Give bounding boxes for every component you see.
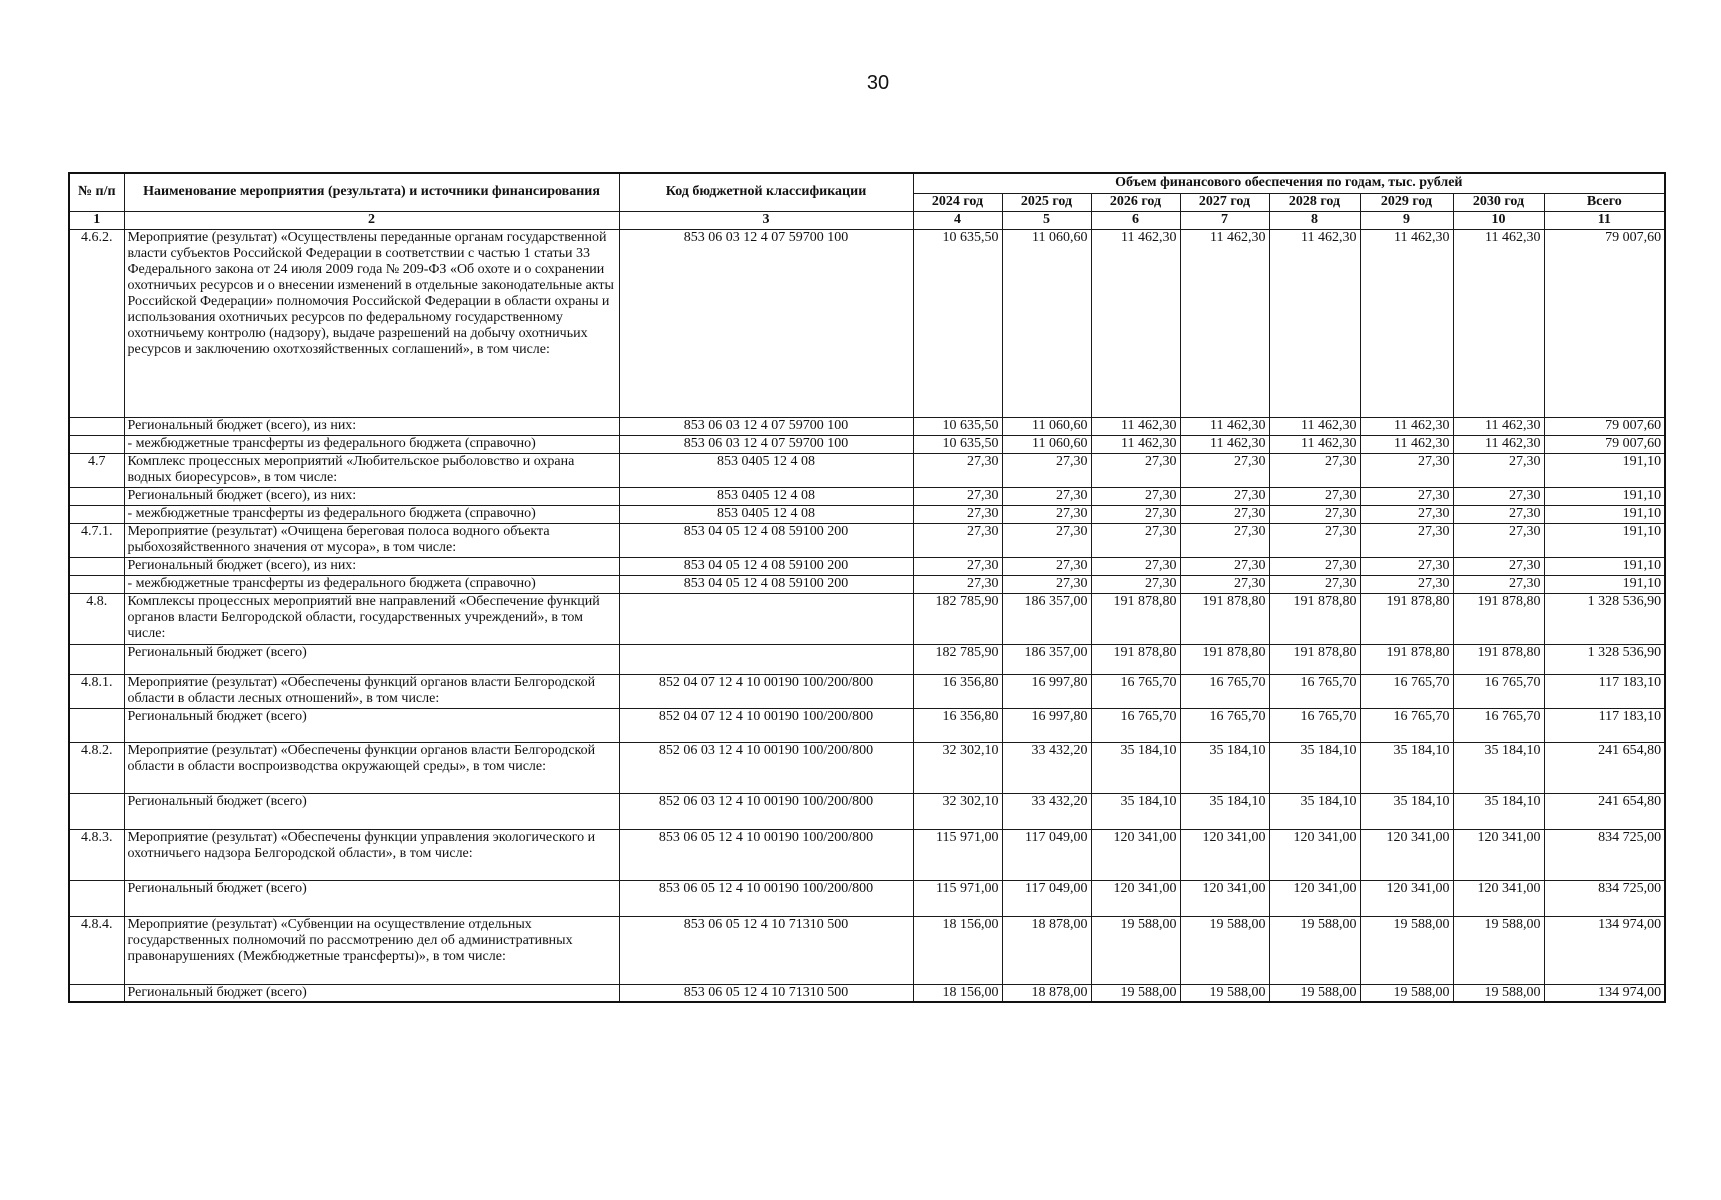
row-year-value: 191 878,80 xyxy=(1360,644,1453,674)
row-year-value: 27,30 xyxy=(1269,557,1360,575)
column-number: 5 xyxy=(1002,211,1091,229)
row-year-value: 35 184,10 xyxy=(1360,793,1453,829)
row-year-value: 191 878,80 xyxy=(1453,593,1544,644)
header-row-1 xyxy=(69,173,1665,193)
table-row xyxy=(69,487,1665,505)
row-name: Региональный бюджет (всего) xyxy=(124,644,619,674)
header-year: 2026 год xyxy=(1091,193,1180,211)
row-total-value: 191,10 xyxy=(1544,575,1665,593)
table-row xyxy=(69,984,1665,1002)
row-year-value: 186 357,00 xyxy=(1002,644,1091,674)
row-total-value: 79 007,60 xyxy=(1544,435,1665,453)
row-year-value: 11 462,30 xyxy=(1269,229,1360,417)
row-year-value: 27,30 xyxy=(1453,487,1544,505)
row-year-value: 35 184,10 xyxy=(1180,742,1269,793)
row-year-value: 16 765,70 xyxy=(1269,708,1360,742)
row-year-value: 120 341,00 xyxy=(1269,880,1360,916)
row-year-value: 27,30 xyxy=(1002,557,1091,575)
page-number: 30 xyxy=(866,72,890,94)
row-name: Мероприятие (результат) «Субвенции на осуществление отдельных государственных полномочий по рассмотрению дел об административных правонарушениях (Межбюджетные трансферты)», в том числе: xyxy=(124,916,619,984)
row-total-value: 191,10 xyxy=(1544,505,1665,523)
row-year-value: 19 588,00 xyxy=(1360,984,1453,1002)
column-number: 9 xyxy=(1360,211,1453,229)
row-total-value: 134 974,00 xyxy=(1544,984,1665,1002)
row-year-value: 27,30 xyxy=(1360,523,1453,557)
row-year-value: 35 184,10 xyxy=(1269,742,1360,793)
row-total-value: 117 183,10 xyxy=(1544,674,1665,708)
row-year-value: 27,30 xyxy=(1091,453,1180,487)
table-row xyxy=(69,916,1665,984)
row-year-value: 11 462,30 xyxy=(1453,417,1544,435)
row-year-value: 11 462,30 xyxy=(1180,417,1269,435)
row-year-value: 191 878,80 xyxy=(1091,593,1180,644)
table-row xyxy=(69,674,1665,708)
header-year: 2030 год xyxy=(1453,193,1544,211)
row-name: Региональный бюджет (всего), из них: xyxy=(124,557,619,575)
row-year-value: 27,30 xyxy=(913,557,1002,575)
row-year-value: 27,30 xyxy=(1091,575,1180,593)
row-budget-code: 853 04 05 12 4 08 59100 200 xyxy=(619,575,913,593)
row-year-value: 115 971,00 xyxy=(913,829,1002,880)
row-year-value: 11 462,30 xyxy=(1091,417,1180,435)
row-year-value: 11 462,30 xyxy=(1360,417,1453,435)
row-year-value: 27,30 xyxy=(1002,453,1091,487)
row-year-value: 16 997,80 xyxy=(1002,674,1091,708)
row-budget-code: 852 06 03 12 4 10 00190 100/200/800 xyxy=(619,742,913,793)
row-year-value: 120 341,00 xyxy=(1180,880,1269,916)
column-number: 11 xyxy=(1544,211,1665,229)
row-year-value: 18 156,00 xyxy=(913,916,1002,984)
table-row xyxy=(69,644,1665,674)
header-volume: Объем финансового обеспечения по годам, тыс. рублей xyxy=(913,173,1665,193)
row-year-value: 16 765,70 xyxy=(1091,708,1180,742)
row-name: Мероприятие (результат) «Обеспечены функции органов власти Белгородской области в области воспроизводства окружающей среды», в том числе: xyxy=(124,742,619,793)
row-number: 4.8. xyxy=(69,593,124,644)
row-name: Мероприятие (результат) «Обеспечены функции управления экологического и охотничьего надзора Белгородской области», в том числе: xyxy=(124,829,619,880)
row-year-value: 10 635,50 xyxy=(913,229,1002,417)
row-name: Комплексы процессных мероприятий вне направлений «Обеспечение функций органов власти Белгородской области, государственных учреждений», в том числе: xyxy=(124,593,619,644)
row-total-value: 1 328 536,90 xyxy=(1544,593,1665,644)
row-number: 4.6.2. xyxy=(69,229,124,417)
row-budget-code: 853 06 05 12 4 10 71310 500 xyxy=(619,916,913,984)
row-year-value: 11 462,30 xyxy=(1360,229,1453,417)
row-year-value: 35 184,10 xyxy=(1360,742,1453,793)
row-year-value: 27,30 xyxy=(1360,453,1453,487)
row-year-value: 27,30 xyxy=(1180,505,1269,523)
row-year-value: 16 765,70 xyxy=(1360,708,1453,742)
row-year-value: 19 588,00 xyxy=(1180,916,1269,984)
row-year-value: 120 341,00 xyxy=(1180,829,1269,880)
row-year-value: 27,30 xyxy=(913,453,1002,487)
row-year-value: 11 060,60 xyxy=(1002,229,1091,417)
row-number: 4.7.1. xyxy=(69,523,124,557)
row-year-value: 27,30 xyxy=(913,575,1002,593)
financing-table xyxy=(68,172,1666,1003)
row-year-value: 27,30 xyxy=(1453,575,1544,593)
row-total-value: 117 183,10 xyxy=(1544,708,1665,742)
row-year-value: 27,30 xyxy=(913,505,1002,523)
row-budget-code: 852 04 07 12 4 10 00190 100/200/800 xyxy=(619,674,913,708)
row-number: 4.8.3. xyxy=(69,829,124,880)
row-budget-code: 853 06 05 12 4 10 00190 100/200/800 xyxy=(619,829,913,880)
column-number: 6 xyxy=(1091,211,1180,229)
row-budget-code: 853 0405 12 4 08 xyxy=(619,487,913,505)
row-number xyxy=(69,880,124,916)
row-year-value: 16 765,70 xyxy=(1453,708,1544,742)
row-number xyxy=(69,505,124,523)
table-row xyxy=(69,829,1665,880)
row-budget-code xyxy=(619,644,913,674)
row-year-value: 19 588,00 xyxy=(1360,916,1453,984)
row-number xyxy=(69,984,124,1002)
row-year-value: 191 878,80 xyxy=(1180,644,1269,674)
row-total-value: 79 007,60 xyxy=(1544,229,1665,417)
row-name: Региональный бюджет (всего) xyxy=(124,708,619,742)
row-year-value: 120 341,00 xyxy=(1269,829,1360,880)
row-year-value: 33 432,20 xyxy=(1002,793,1091,829)
row-name: Мероприятие (результат) «Очищена береговая полоса водного объекта рыбохозяйственного значения от мусора», в том числе: xyxy=(124,523,619,557)
row-number xyxy=(69,793,124,829)
header-year: 2029 год xyxy=(1360,193,1453,211)
row-year-value: 27,30 xyxy=(1180,575,1269,593)
row-year-value: 11 060,60 xyxy=(1002,417,1091,435)
row-year-value: 27,30 xyxy=(1002,575,1091,593)
row-year-value: 27,30 xyxy=(1180,523,1269,557)
row-year-value: 27,30 xyxy=(1269,505,1360,523)
row-budget-code: 853 06 05 12 4 10 71310 500 xyxy=(619,984,913,1002)
row-number: 4.8.2. xyxy=(69,742,124,793)
row-year-value: 19 588,00 xyxy=(1091,984,1180,1002)
table-row xyxy=(69,880,1665,916)
row-year-value: 35 184,10 xyxy=(1180,793,1269,829)
header-no: № п/п xyxy=(69,173,124,211)
row-year-value: 27,30 xyxy=(1360,575,1453,593)
table-row xyxy=(69,505,1665,523)
row-number xyxy=(69,417,124,435)
header-year: 2027 год xyxy=(1180,193,1269,211)
row-year-value: 10 635,50 xyxy=(913,417,1002,435)
row-name: Комплекс процессных мероприятий «Любительское рыболовство и охрана водных биоресурсов», в том числе: xyxy=(124,453,619,487)
row-year-value: 27,30 xyxy=(1180,453,1269,487)
row-year-value: 27,30 xyxy=(1453,453,1544,487)
row-year-value: 191 878,80 xyxy=(1453,644,1544,674)
row-year-value: 27,30 xyxy=(1002,523,1091,557)
row-name: - межбюджетные трансферты из федерального бюджета (справочно) xyxy=(124,435,619,453)
row-total-value: 191,10 xyxy=(1544,453,1665,487)
row-budget-code: 852 04 07 12 4 10 00190 100/200/800 xyxy=(619,708,913,742)
row-year-value: 27,30 xyxy=(1360,557,1453,575)
table-row xyxy=(69,575,1665,593)
table-row xyxy=(69,742,1665,793)
row-year-value: 16 765,70 xyxy=(1180,708,1269,742)
row-year-value: 27,30 xyxy=(1002,487,1091,505)
row-budget-code: 853 0405 12 4 08 xyxy=(619,505,913,523)
row-year-value: 27,30 xyxy=(1091,557,1180,575)
column-number-row xyxy=(69,211,1665,229)
row-year-value: 191 878,80 xyxy=(1269,644,1360,674)
header-year: 2024 год xyxy=(913,193,1002,211)
row-name: - межбюджетные трансферты из федерального бюджета (справочно) xyxy=(124,505,619,523)
row-budget-code: 853 04 05 12 4 08 59100 200 xyxy=(619,557,913,575)
row-name: Мероприятие (результат) «Осуществлены переданные органам государственной власти субъектов Российской Федерации в соответствии с частью 1 статьи 33 Федерального закона от 24 июля 2009 года № 209-ФЗ «Об охоте и о сохранении охотничьих ресурсов и о внесении изменений в отдельные законодательные акты Российской Федерации» полномочия Российской Федерации в области охраны и использования охотничьих ресурсов по федеральному государственному охотничьему контролю (надзору), выдаче разрешений на добычу охотничьих ресурсов и заключению охотхозяйственных соглашений», в том числе: xyxy=(124,229,619,417)
row-year-value: 27,30 xyxy=(1269,487,1360,505)
row-budget-code: 853 06 03 12 4 07 59700 100 xyxy=(619,417,913,435)
row-year-value: 120 341,00 xyxy=(1360,880,1453,916)
row-budget-code: 853 06 03 12 4 07 59700 100 xyxy=(619,435,913,453)
row-year-value: 115 971,00 xyxy=(913,880,1002,916)
row-budget-code: 853 06 05 12 4 10 00190 100/200/800 xyxy=(619,880,913,916)
row-year-value: 27,30 xyxy=(1453,505,1544,523)
row-number xyxy=(69,575,124,593)
row-year-value: 27,30 xyxy=(1269,523,1360,557)
row-year-value: 16 765,70 xyxy=(1180,674,1269,708)
row-year-value: 27,30 xyxy=(1453,523,1544,557)
row-year-value: 19 588,00 xyxy=(1453,984,1544,1002)
header-name: Наименование мероприятия (результата) и источники финансирования xyxy=(124,173,619,211)
row-year-value: 191 878,80 xyxy=(1360,593,1453,644)
row-year-value: 19 588,00 xyxy=(1269,984,1360,1002)
column-number: 10 xyxy=(1453,211,1544,229)
row-year-value: 35 184,10 xyxy=(1091,793,1180,829)
row-year-value: 27,30 xyxy=(1180,487,1269,505)
row-year-value: 191 878,80 xyxy=(1269,593,1360,644)
column-number: 3 xyxy=(619,211,913,229)
row-name: - межбюджетные трансферты из федерального бюджета (справочно) xyxy=(124,575,619,593)
row-year-value: 32 302,10 xyxy=(913,742,1002,793)
row-year-value: 191 878,80 xyxy=(1091,644,1180,674)
row-year-value: 120 341,00 xyxy=(1360,829,1453,880)
row-total-value: 79 007,60 xyxy=(1544,417,1665,435)
row-year-value: 19 588,00 xyxy=(1269,916,1360,984)
row-number: 4.8.4. xyxy=(69,916,124,984)
row-year-value: 27,30 xyxy=(1180,557,1269,575)
row-year-value: 117 049,00 xyxy=(1002,829,1091,880)
row-total-value: 191,10 xyxy=(1544,523,1665,557)
table-row xyxy=(69,453,1665,487)
row-year-value: 117 049,00 xyxy=(1002,880,1091,916)
header-total: Всего xyxy=(1544,193,1665,211)
row-year-value: 27,30 xyxy=(1453,557,1544,575)
row-year-value: 27,30 xyxy=(1360,505,1453,523)
row-year-value: 16 765,70 xyxy=(1269,674,1360,708)
row-year-value: 182 785,90 xyxy=(913,644,1002,674)
row-year-value: 27,30 xyxy=(1091,523,1180,557)
row-name: Региональный бюджет (всего) xyxy=(124,793,619,829)
row-number xyxy=(69,487,124,505)
table-body xyxy=(69,229,1665,1002)
column-number: 4 xyxy=(913,211,1002,229)
row-name: Региональный бюджет (всего), из них: xyxy=(124,487,619,505)
row-year-value: 11 462,30 xyxy=(1091,435,1180,453)
row-number xyxy=(69,435,124,453)
row-total-value: 191,10 xyxy=(1544,557,1665,575)
row-name: Региональный бюджет (всего), из них: xyxy=(124,417,619,435)
row-year-value: 18 878,00 xyxy=(1002,916,1091,984)
row-year-value: 120 341,00 xyxy=(1091,880,1180,916)
row-budget-code xyxy=(619,593,913,644)
column-number: 1 xyxy=(69,211,124,229)
row-year-value: 27,30 xyxy=(1002,505,1091,523)
row-year-value: 11 462,30 xyxy=(1269,435,1360,453)
row-number xyxy=(69,557,124,575)
row-year-value: 33 432,20 xyxy=(1002,742,1091,793)
row-year-value: 120 341,00 xyxy=(1453,880,1544,916)
column-number: 8 xyxy=(1269,211,1360,229)
row-year-value: 16 997,80 xyxy=(1002,708,1091,742)
row-budget-code: 853 06 03 12 4 07 59700 100 xyxy=(619,229,913,417)
row-year-value: 16 356,80 xyxy=(913,674,1002,708)
table-row xyxy=(69,229,1665,417)
table-row xyxy=(69,417,1665,435)
row-year-value: 16 356,80 xyxy=(913,708,1002,742)
row-total-value: 834 725,00 xyxy=(1544,829,1665,880)
row-year-value: 11 462,30 xyxy=(1091,229,1180,417)
row-year-value: 191 878,80 xyxy=(1180,593,1269,644)
row-year-value: 120 341,00 xyxy=(1091,829,1180,880)
row-year-value: 27,30 xyxy=(1269,575,1360,593)
row-year-value: 35 184,10 xyxy=(1269,793,1360,829)
row-year-value: 11 462,30 xyxy=(1269,417,1360,435)
row-number xyxy=(69,644,124,674)
row-year-value: 11 462,30 xyxy=(1453,435,1544,453)
row-year-value: 11 462,30 xyxy=(1453,229,1544,417)
row-total-value: 834 725,00 xyxy=(1544,880,1665,916)
row-budget-code: 852 06 03 12 4 10 00190 100/200/800 xyxy=(619,793,913,829)
table-row xyxy=(69,593,1665,644)
row-year-value: 19 588,00 xyxy=(1091,916,1180,984)
row-year-value: 11 462,30 xyxy=(1360,435,1453,453)
table-row xyxy=(69,793,1665,829)
row-year-value: 27,30 xyxy=(1091,505,1180,523)
row-year-value: 27,30 xyxy=(1360,487,1453,505)
table-row xyxy=(69,523,1665,557)
row-year-value: 16 765,70 xyxy=(1360,674,1453,708)
row-year-value: 35 184,10 xyxy=(1453,793,1544,829)
row-total-value: 1 328 536,90 xyxy=(1544,644,1665,674)
row-number xyxy=(69,708,124,742)
column-number: 7 xyxy=(1180,211,1269,229)
row-year-value: 11 462,30 xyxy=(1180,229,1269,417)
row-year-value: 11 462,30 xyxy=(1180,435,1269,453)
row-number: 4.8.1. xyxy=(69,674,124,708)
header-code: Код бюджетной классификации xyxy=(619,173,913,211)
header-year: 2028 год xyxy=(1269,193,1360,211)
header-year: 2025 год xyxy=(1002,193,1091,211)
row-year-value: 120 341,00 xyxy=(1453,829,1544,880)
row-year-value: 11 060,60 xyxy=(1002,435,1091,453)
row-total-value: 241 654,80 xyxy=(1544,793,1665,829)
column-number: 2 xyxy=(124,211,619,229)
row-total-value: 134 974,00 xyxy=(1544,916,1665,984)
row-name: Региональный бюджет (всего) xyxy=(124,880,619,916)
row-total-value: 241 654,80 xyxy=(1544,742,1665,793)
row-year-value: 27,30 xyxy=(1091,487,1180,505)
row-budget-code: 853 0405 12 4 08 xyxy=(619,453,913,487)
row-year-value: 27,30 xyxy=(913,523,1002,557)
row-name: Региональный бюджет (всего) xyxy=(124,984,619,1002)
table-row xyxy=(69,557,1665,575)
row-year-value: 32 302,10 xyxy=(913,793,1002,829)
row-year-value: 19 588,00 xyxy=(1453,916,1544,984)
row-name: Мероприятие (результат) «Обеспечены функций органов власти Белгородской области в области лесных отношений», в том числе: xyxy=(124,674,619,708)
row-year-value: 18 156,00 xyxy=(913,984,1002,1002)
row-year-value: 18 878,00 xyxy=(1002,984,1091,1002)
table-row xyxy=(69,435,1665,453)
row-year-value: 16 765,70 xyxy=(1453,674,1544,708)
row-year-value: 35 184,10 xyxy=(1453,742,1544,793)
row-year-value: 186 357,00 xyxy=(1002,593,1091,644)
row-year-value: 19 588,00 xyxy=(1180,984,1269,1002)
row-year-value: 35 184,10 xyxy=(1091,742,1180,793)
row-total-value: 191,10 xyxy=(1544,487,1665,505)
row-year-value: 16 765,70 xyxy=(1091,674,1180,708)
table-row xyxy=(69,708,1665,742)
row-year-value: 182 785,90 xyxy=(913,593,1002,644)
row-year-value: 27,30 xyxy=(913,487,1002,505)
row-year-value: 10 635,50 xyxy=(913,435,1002,453)
row-number: 4.7 xyxy=(69,453,124,487)
row-year-value: 27,30 xyxy=(1269,453,1360,487)
row-budget-code: 853 04 05 12 4 08 59100 200 xyxy=(619,523,913,557)
